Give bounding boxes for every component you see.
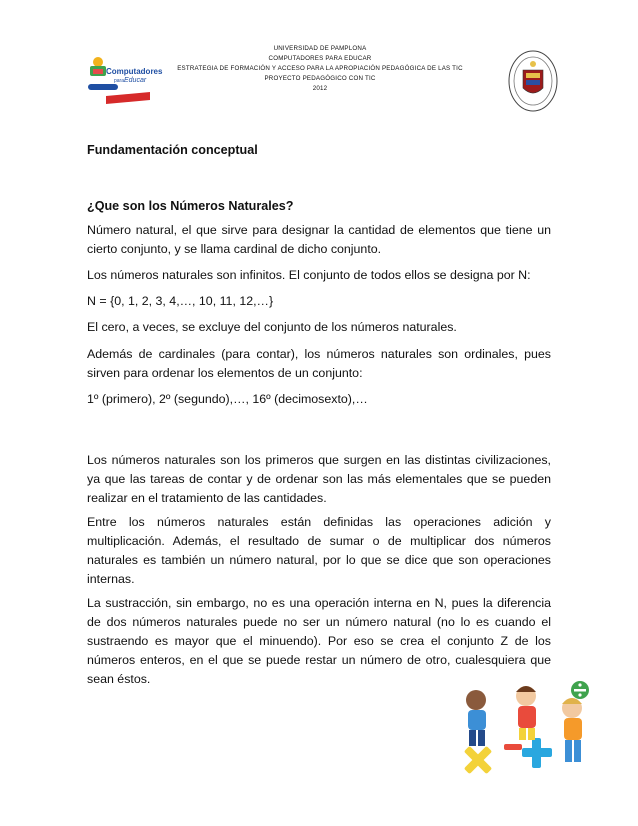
document-header [0, 44, 638, 114]
paragraph-infinite: Los números naturales son infinitos. El conjunto de todos ellos se designa por N: [87, 268, 531, 282]
paragraph-civilizations: Los números naturales son los primeros que surgen en las distintas civilizaciones, ya que las tareas de contar y de ordenar son las más elementales que se pueden realizar en el tratamiento de las cantidades. [87, 453, 551, 505]
svg-text:Computadores: Computadores [106, 67, 163, 76]
children-math-illustration [456, 678, 594, 790]
paragraph-definition: Número natural, el que sirve para designar la cantidad de elementos que tiene un cierto conjunto, y se llama cardinal de dicho conjunto. [87, 223, 551, 256]
header-line-program: COMPUTADORES PARA EDUCAR [268, 55, 372, 62]
header-line-university: UNIVERSIDAD DE PAMPLONA [273, 45, 367, 52]
paragraph-operations: Entre los números naturales están definidas las operaciones adición y multiplicación. Además, el resultado de sumar o de multiplicar dos números naturales es también un número natural, por lo que se dice que son operaciones internas. [87, 515, 551, 586]
set-notation: N = {0, 1, 2, 3, 4,…, 10, 11, 12,…} [87, 294, 274, 308]
header-line-year: 2012 [312, 85, 328, 92]
paragraph-ordinals: Además de cardinales (para contar), los números naturales son ordinales, pues sirven para ordenar los elementos de un conjunto: [87, 347, 551, 380]
header-line-strategy: ESTRATEGIA DE FORMACIÓN Y ACCESO PARA LA APROPIACIÓN PEDAGÓGICA DE LAS TIC [177, 65, 463, 72]
svg-text:para: para [114, 78, 125, 84]
svg-text:Educar: Educar [124, 77, 147, 84]
section-title: Fundamentación conceptual [87, 143, 258, 157]
computadores-para-educar-logo [84, 52, 163, 108]
paragraph-subtraction: La sustracción, sin embargo, no es una operación interna en N, pues la diferencia de dos números naturales puede no ser un número natural (no lo es cuando el sustraendo es mayor que el minuendo). Por eso se crea el conjunto Z de los números enteros, en el que se puede restar un número de otro, cualesquiera que sean éstos. [87, 596, 551, 686]
question-heading: ¿Que son los Números Naturales? [87, 199, 294, 213]
paragraph-zero: El cero, a veces, se excluye del conjunto de los números naturales. [87, 320, 457, 334]
ordinals-example: 1º (primero), 2º (segundo),…, 16º (decimosexto),… [87, 392, 368, 406]
universidad-de-pamplona-seal [508, 50, 558, 112]
header-line-project: PROYECTO PEDAGÓGICO CON TIC [264, 75, 376, 82]
